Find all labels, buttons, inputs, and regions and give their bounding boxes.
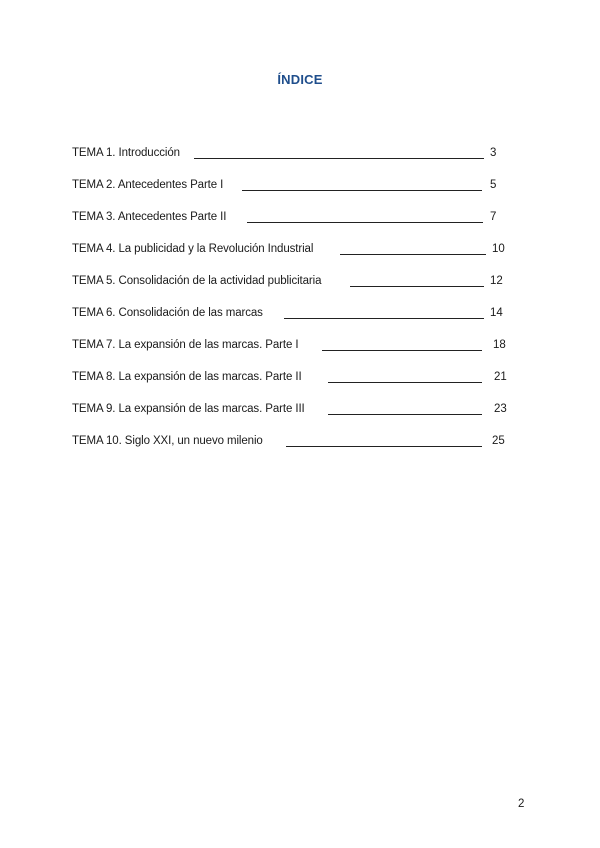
toc-entry-page: 10 [492, 243, 505, 255]
page-title: ÍNDICE [277, 72, 323, 87]
toc-entry-page: 23 [494, 403, 507, 415]
toc-entry-label: TEMA 5. Consolidación de la actividad publicitaria [72, 275, 322, 287]
toc-entry-label: TEMA 9. La expansión de las marcas. Parte III [72, 403, 305, 415]
toc-entry[interactable] [72, 146, 512, 178]
toc-leader-line [242, 190, 482, 191]
toc-entry-label: TEMA 6. Consolidación de las marcas [72, 307, 263, 319]
toc-entry-page: 12 [490, 275, 503, 287]
toc-entry-label: TEMA 3. Antecedentes Parte II [72, 211, 227, 223]
toc-leader-line [340, 254, 486, 255]
toc-entry-page: 25 [492, 435, 505, 447]
toc-entry-label: TEMA 7. La expansión de las marcas. Parte I [72, 339, 299, 351]
toc-leader-line [328, 414, 482, 415]
toc-entry[interactable] [72, 402, 512, 434]
toc-entry-page: 5 [490, 179, 497, 191]
toc-entry[interactable] [72, 434, 512, 466]
toc-entry[interactable] [72, 338, 512, 370]
toc-entry[interactable] [72, 370, 512, 402]
toc-leader-line [247, 222, 483, 223]
toc-entry[interactable] [72, 178, 512, 210]
toc-entry-label: TEMA 2. Antecedentes Parte I [72, 179, 224, 191]
toc-entry-page: 18 [493, 339, 506, 351]
toc-entry[interactable] [72, 306, 512, 338]
toc-entry[interactable] [72, 242, 512, 274]
toc-entry-page: 7 [490, 211, 497, 223]
table-of-contents [72, 146, 512, 466]
toc-entry-label: TEMA 10. Siglo XXI, un nuevo milenio [72, 435, 263, 447]
toc-leader-line [322, 350, 482, 351]
toc-leader-line [284, 318, 484, 319]
toc-leader-line [350, 286, 484, 287]
toc-entry-label: TEMA 1. Introducción [72, 147, 180, 159]
toc-entry-page: 14 [490, 307, 503, 319]
toc-entry-label: TEMA 4. La publicidad y la Revolución Industrial [72, 243, 314, 255]
toc-entry-page: 21 [494, 371, 507, 383]
toc-entry[interactable] [72, 274, 512, 306]
toc-leader-line [286, 446, 482, 447]
toc-entry-page: 3 [490, 147, 497, 159]
toc-leader-line [194, 158, 484, 159]
toc-leader-line [328, 382, 482, 383]
page-number: 2 [518, 798, 525, 810]
toc-entry[interactable] [72, 210, 512, 242]
toc-entry-label: TEMA 8. La expansión de las marcas. Parte II [72, 371, 302, 383]
